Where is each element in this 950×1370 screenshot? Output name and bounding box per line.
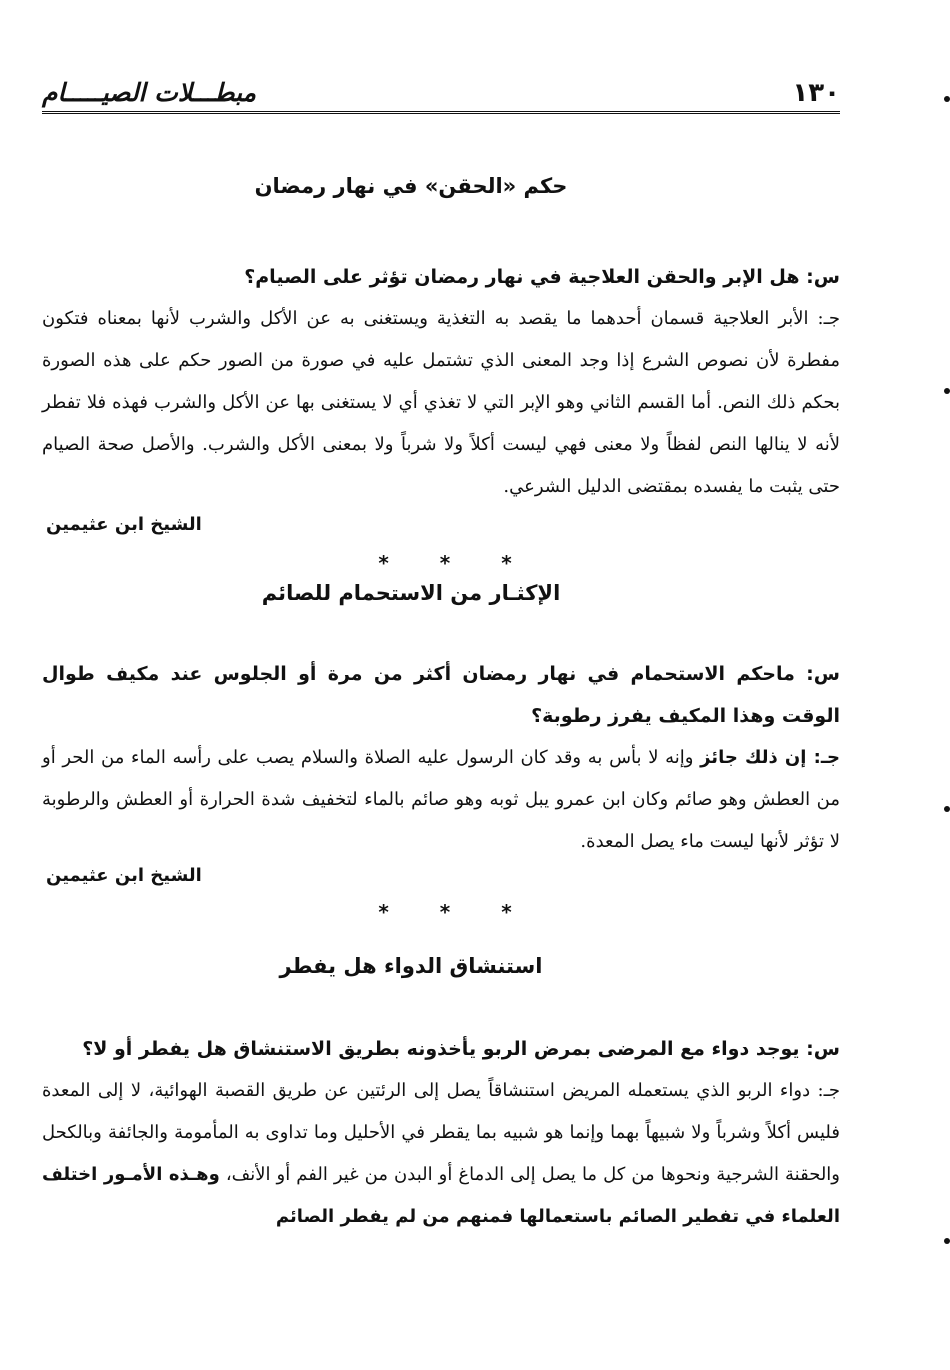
page-number: ١٣٠ (792, 78, 840, 108)
scan-speck (944, 388, 950, 394)
section-heading: حكم «الحقن» في نهار رمضان (254, 174, 568, 198)
answer-body: جـ: دواء الربو الذي يستعمله المريض استنشاقاً يصل إلى الرئتين عن طريق القصبة الهوائية، لا إلى المعدة فليس أكلاً وشرباً ولا شبيهاً بهما وإنما هو شبيه بما يقطر في الأحليل وما تداوى به المأمومة والجائفة وبالكحل والحقنة الشرجية ونحوها من كل ما يصل إلى الدماغ أو البدن من غير الفم أو الأنف، (42, 1080, 840, 1185)
scan-speck (944, 1238, 950, 1244)
header-rule (42, 111, 840, 114)
section-heading: استنشاق الدواء هل يفطر (279, 954, 543, 978)
answer-emphasis: جـ: إن ذلك جائز (700, 747, 840, 768)
answer-text: جـ: الأبر العلاجية قسمان أحدهما ما يقصد به التغذية ويستغنى به عن الأكل والشرب لأنها بمعناه فتكون مفطرة لأن نصوص الشرع إذا وجد المعنى الذي تشتمل عليه في صورة من الصور حكم على هذه الصورة بحكم ذلك النص. أما القسم الثاني وهو الإبر التي لا تغذي أي لا يستغنى بها عن الأكل والشرب فهذه فلا تفطر لأنه لا ينالها النص لفظاً ولا معنى فهي ليست أكلاً ولا شرباً ولا بمعنى الأكل والشرب. والأصل صحة الصيام حتى يثبت ما يفسده بمقتضى الدليل الشرعي. (42, 308, 840, 497)
answer-emphasis: وهـذه الأمـور اختلف العلماء في تفطير الصائم باستعمالها فمنهم من لم يفطر الصائم (42, 1164, 840, 1227)
running-title: مبطـــلات الصيـــــام (42, 78, 257, 107)
attribution: الشيخ ابن عثيمين (46, 865, 202, 886)
question-text: س: يوجد دواء مع المرضى بمرض الربو يأخذونه بطريق الاستنشاق هل يفطر أو لا؟ (82, 1038, 840, 1060)
section-separator: * * * (378, 551, 534, 575)
scan-speck (944, 806, 950, 812)
answer-text (42, 1070, 840, 1238)
question-text: س: ماحكم الاستحمام في نهار رمضان أكثر من مرة أو الجلوس عند مكيف طوال الوقت وهذا المكيف يفرز رطوبة؟ (42, 663, 840, 727)
attribution: الشيخ ابن عثيمين (46, 514, 202, 535)
scan-speck (944, 96, 950, 102)
running-header (42, 74, 840, 114)
answer-body: وإنه لا بأس به وقد كان الرسول عليه الصلاة والسلام يصب على رأسه الماء من الحر أو من العطش وهو صائم وكان ابن عمرو يبل ثوبه وهو صائم بالماء لتخفيف شدة الحرارة أو العطش والرطوبة لا تؤثر لأنها ليست ماء يصل المعدة. (42, 747, 840, 852)
page-content (42, 162, 840, 1238)
section-heading: الإكثـار من الاستحمام للصائم (261, 581, 561, 605)
answer-text (42, 737, 840, 863)
section-separator: * * * (378, 900, 534, 924)
question-text: س: هل الإبر والحقن العلاجية في نهار رمضان تؤثر على الصيام؟ (244, 266, 840, 288)
